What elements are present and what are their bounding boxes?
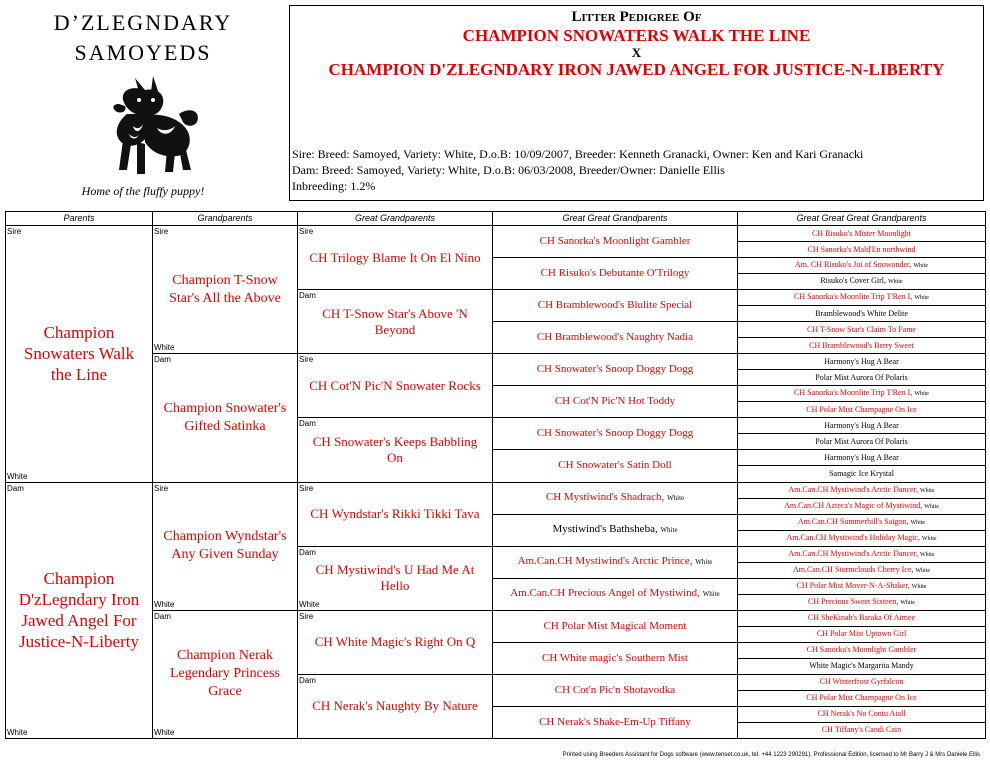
animal-name: [791, 388, 932, 399]
animal-name: Champion Wyndstar's Any Given Sunday: [163, 529, 287, 563]
ggg-grandparent-cell: [737, 482, 986, 499]
animal-name: Champion Snowaters Walk the Line: [23, 323, 135, 385]
animal-name: [821, 421, 902, 431]
animal-colour: White: [911, 583, 927, 590]
great-grandparent-cell: [297, 610, 493, 675]
gg-grandparent-cell: [492, 289, 738, 322]
samoyed-dog-icon: [83, 70, 203, 182]
dam-label: Dam: [7, 483, 24, 493]
ggg-grandparent-cell: [737, 594, 986, 611]
animal-name: [781, 501, 942, 512]
animal-name: CH Snowater's Keeps Babbling On: [312, 433, 478, 465]
gg-grandparent-cell: [492, 353, 738, 386]
animal-name: [804, 325, 919, 335]
animal-name: [805, 613, 918, 623]
ggg-grandparent-cell: [737, 530, 986, 547]
ggg-grandparent-cell: [737, 498, 986, 515]
kennel-name-line1: D’ZLEGNDARY: [53, 10, 233, 35]
animal-name: [536, 235, 695, 248]
animal-name-text: CH T-Snow Star's Claim To Fame: [807, 324, 916, 334]
ggg-grandparent-cell: [737, 417, 986, 434]
dam-label: Dam: [299, 419, 316, 429]
animal-name-text: CH Nerak's Shake-Em-Up Tiffany: [539, 715, 691, 728]
animal-name-text: Harmony's Hug A Bear: [824, 452, 899, 462]
animal-colour: White: [667, 494, 685, 503]
gg-grandparent-cell: [492, 642, 738, 675]
animal-name-text: CH Risuko's Debutante O'Trilogy: [540, 267, 690, 280]
animal-colour: White: [660, 526, 678, 535]
ggg-grandparent-cell: [737, 658, 986, 675]
column-header: Great Great Grandparents: [492, 211, 738, 226]
animal-colour: White: [919, 551, 935, 558]
gg-grandparent-cell: [492, 578, 738, 611]
ggg-grandparent-cell: [737, 449, 986, 466]
animal-name: [542, 491, 688, 505]
sire-label: Sire: [7, 227, 22, 236]
grandparent-cell: [152, 482, 298, 611]
dam-info: Dam: Breed: Samoyed, Variety: White, D.o.B: 06/03/2008, Breeder/Owner: Danielle Ellis: [292, 163, 725, 177]
animal-name-text: CH Bramblewood's Naughty Nadia: [536, 331, 694, 344]
gg-grandparent-cell: [492, 482, 738, 515]
animal-name: [785, 549, 937, 560]
colour-label: White: [7, 728, 28, 737]
animal-name: Champion Snowater's Gifted Satinka: [163, 400, 287, 434]
animal-name: [817, 276, 905, 287]
animal-name-text: CH Polar Mist Mover-N-A-Shaker,: [796, 580, 910, 590]
dam-label: Dam: [299, 547, 316, 557]
pedigree-table: [5, 211, 985, 739]
animal-colour: White: [913, 263, 929, 270]
parent-cell: [5, 225, 153, 483]
ggg-grandparent-cell: [737, 706, 986, 723]
animal-name: [791, 292, 932, 303]
gg-grandparent-cell: [492, 417, 738, 450]
animal-name-text: CH White magic's Southern Mist: [542, 651, 688, 664]
colour-label: White: [7, 471, 28, 481]
animal-name-text: CH Snowater's Satin Doll: [558, 459, 672, 472]
animal-name: [803, 405, 919, 415]
animal-name-text: CH Sanorka's Mald'En northwind: [807, 244, 916, 254]
great-grandparent-cell: [297, 289, 493, 354]
ggg-grandparent-cell: [737, 257, 986, 274]
parent-cell: [5, 482, 153, 740]
animal-name: [790, 565, 933, 576]
dam-label: Dam: [154, 355, 171, 365]
animal-name-text: Am.Can.CH Mystiwind's Arctic Dancer,: [788, 484, 918, 494]
animal-name: [803, 693, 919, 703]
great-grandparent-cell: [297, 546, 493, 611]
animal-name-text: CH Cot'N Pic'N Hot Toddy: [554, 395, 676, 408]
kennel-name-line2: SAMOYEDS: [74, 40, 212, 65]
great-grandparent-cell: [297, 417, 493, 482]
ggg-grandparent-cell: [737, 369, 986, 386]
animal-name: [534, 299, 696, 312]
animal-name-text: CH Polar Mist Magical Moment: [543, 619, 687, 632]
ggg-grandparent-cell: [737, 626, 986, 643]
animal-name: [821, 453, 902, 463]
animal-name-text: CH Bramblewood's Blulite Special: [537, 299, 693, 312]
footer-credit: Printed using Breeders Assistant for Dogs software (www.tenset.co.uk, tel. +44 1223 290291). Professional Edition, licensed to Mr Barry J & Mrs Daniele Ellis: [562, 752, 980, 758]
animal-name: [537, 267, 694, 280]
animal-name: [804, 645, 920, 655]
animal-name: [551, 395, 679, 408]
animal-name: CH Wyndstar's Rikki Tikki Tava: [310, 506, 480, 522]
animal-name-text: Mystiwind's Bathsheba,: [552, 523, 658, 536]
gg-grandparent-cell: [492, 385, 738, 418]
gg-grandparent-cell: [492, 257, 738, 290]
sire-label: Sire: [154, 227, 169, 236]
sire-label: Sire: [299, 355, 314, 365]
animal-name-text: Bramblewood's White Delite: [815, 308, 908, 318]
colour-label: White: [299, 599, 320, 609]
ggg-grandparent-cell: [737, 642, 986, 659]
ggg-grandparent-cell: [737, 674, 986, 691]
animal-name-text: CH Nerak's No Contu Atall: [817, 709, 906, 719]
animal-name: [535, 716, 695, 729]
grandparent-cell: [152, 225, 298, 354]
animal-name: [514, 555, 717, 569]
animal-name: [794, 581, 930, 592]
dam-label: Dam: [299, 675, 316, 685]
animal-name-text: CH Sanorka's Moonlite Trip T'Ren I,: [794, 388, 913, 398]
animal-name: [533, 331, 697, 344]
animal-name-text: Polar Mist Aurora Of Polaris: [815, 372, 908, 382]
gg-grandparent-cell: [492, 225, 738, 258]
column-header: Great Great Great Grandparents: [737, 211, 986, 226]
ggg-grandparent-cell: [737, 225, 986, 242]
animal-colour: White: [888, 279, 903, 286]
animal-colour: White: [702, 590, 720, 599]
great-grandparent-cell: [297, 353, 493, 418]
gg-grandparent-cell: [492, 610, 738, 643]
animal-name-text: CH Sanorka's Moonlite Trip T'Ren I,: [794, 292, 913, 302]
animal-name: CH T-Snow Star's Above 'N Beyond: [322, 305, 468, 337]
litter-info: [292, 146, 863, 194]
animal-name: [540, 620, 691, 633]
animal-name-text: Harmony's Hug A Bear: [824, 356, 899, 366]
ggg-grandparent-cell: [737, 385, 986, 402]
grandparent-cell: [152, 610, 298, 739]
animal-name-text: CH Sanorka's Moonlight Gambler: [539, 235, 691, 248]
animal-name: [783, 533, 939, 544]
ggg-grandparent-cell: [737, 610, 986, 627]
animal-name-text: Am.Can.CH Mystiwind's Arctic Prince,: [517, 555, 693, 568]
animal-name: CH Trilogy Blame It On El Nino: [309, 249, 481, 265]
animal-name: [792, 260, 931, 271]
ggg-grandparent-cell: [737, 514, 986, 531]
litter-dam-name: CHAMPION D'ZLEGNDARY IRON JAWED ANGEL FOR JUSTICE-N-LIBERTY: [328, 60, 945, 79]
animal-name: [533, 363, 698, 376]
animal-name-text: CH Sanorka's Moonlight Gambler: [806, 645, 917, 655]
ggg-grandparent-cell: [737, 465, 986, 482]
dam-label: Dam: [299, 291, 316, 301]
great-grandparent-cell: [297, 674, 493, 739]
ggg-grandparent-cell: [737, 241, 986, 258]
litter-title: Litter Pedigree Of: [571, 9, 702, 25]
animal-name-text: CH Polar Mist Champagne On Ice: [806, 404, 917, 414]
animal-name-text: CH Polar Mist Champagne On Ice: [806, 693, 917, 703]
animal-name: Champion D'zLegndary Iron Jawed Angel For Justice-N-Liberty: [18, 569, 140, 652]
animal-name-text: CH SheKinah's Baraka Of Aimee: [807, 613, 916, 623]
column-header: Great Grandparents: [297, 211, 493, 226]
ggg-grandparent-cell: [737, 337, 986, 354]
animal-name-text: Polar Mist Aurora Of Polaris: [815, 436, 908, 446]
ggg-grandparent-cell: [737, 562, 986, 579]
animal-name-text: Risuko's Cover Girl,: [820, 276, 886, 286]
animal-name: [533, 427, 698, 440]
gg-grandparent-cell: [492, 706, 738, 739]
animal-colour: White: [910, 519, 926, 526]
animal-name: Champion T-Snow Star's All the Above: [169, 272, 281, 306]
animal-name: [819, 725, 904, 735]
colour-label: White: [154, 343, 175, 353]
animal-name: [809, 229, 914, 239]
animal-name: [805, 597, 918, 608]
animal-name: [538, 652, 692, 665]
great-grandparent-cell: [297, 225, 493, 290]
animal-name: [554, 459, 676, 472]
animal-name: CH White Magic's Right On Q: [314, 634, 476, 650]
gg-grandparent-cell: [492, 514, 738, 547]
animal-name-text: Am. CH Risuko's Joi of Snowonder,: [794, 260, 912, 270]
animal-colour: White: [921, 535, 937, 542]
litter-header: [289, 5, 984, 201]
animal-name: [812, 437, 910, 447]
gg-grandparent-cell: [492, 449, 738, 482]
animal-name-text: Harmony's Hug A Bear: [824, 420, 899, 430]
animal-name-text: Am.Can.CH Stormclouds Cherry Ice,: [792, 564, 914, 574]
animal-name: [814, 709, 908, 719]
ggg-grandparent-cell: [737, 690, 986, 707]
animal-name: [785, 485, 937, 496]
ggg-grandparent-cell: [737, 321, 986, 338]
animal-name: [817, 677, 907, 687]
animal-name: CH Nerak's Naughty By Nature: [312, 698, 478, 714]
animal-name-text: CH Snowater's Snoop Doggy Dogg: [536, 427, 694, 440]
column-header: Grandparents: [152, 211, 298, 226]
ggg-grandparent-cell: [737, 433, 986, 450]
animal-name: [812, 309, 911, 319]
animal-name: [506, 587, 724, 601]
ggg-grandparent-cell: [737, 578, 986, 595]
animal-name: [551, 684, 679, 697]
animal-name: [826, 469, 897, 479]
ggg-grandparent-cell: [737, 401, 986, 418]
animal-colour: White: [915, 567, 931, 574]
animal-name: [821, 357, 902, 367]
ggg-grandparent-cell: [737, 353, 986, 370]
animal-colour: White: [914, 295, 929, 302]
dam-label: Dam: [154, 611, 171, 621]
animal-colour: White: [919, 487, 935, 494]
sire-info: Sire: Breed: Samoyed, Variety: White, D.o.B: 10/09/2007, Breeder: Kenneth Granacki, Owner: Ken and Kari Granacki: [292, 147, 864, 161]
animal-name-text: Am.Can.CH Azteca's Magic of Mystiwind,: [784, 500, 923, 510]
ggg-grandparent-cell: [737, 722, 986, 739]
sire-label: Sire: [154, 483, 169, 493]
animal-name-text: CH Tiffany's Candi Cain: [821, 725, 902, 735]
animal-name: [548, 523, 681, 537]
colour-label: White: [154, 728, 175, 737]
kennel-motto: Home of the fluffy puppy!: [81, 184, 205, 198]
inbreeding-coefficient: Inbreeding: 1.2%: [292, 179, 376, 193]
animal-name: [806, 341, 917, 351]
ggg-grandparent-cell: [737, 546, 986, 563]
great-grandparent-cell: [297, 482, 493, 547]
litter-cross: X: [631, 45, 642, 60]
animal-colour: White: [924, 503, 939, 510]
animal-name-text: CH Mystiwind's Shadrach,: [545, 491, 665, 504]
animal-name: [795, 517, 928, 528]
colour-label: White: [154, 599, 175, 609]
sire-label: Sire: [299, 227, 314, 236]
animal-name-text: CH Winterfrost Gyrfalcon: [819, 677, 904, 687]
animal-name-text: White Magic's Margarita Mandy: [809, 661, 914, 671]
animal-name-text: Am.Can.CH Mystiwind's Arctic Dancer,: [788, 548, 918, 558]
gg-grandparent-cell: [492, 674, 738, 707]
animal-name: [805, 245, 919, 255]
ggg-grandparent-cell: [737, 305, 986, 322]
animal-name-text: CH Risuko's Mister Moonlight: [811, 228, 911, 238]
animal-name-text: CH Snowater's Snoop Doggy Dogg: [536, 363, 694, 376]
sire-label: Sire: [299, 483, 314, 493]
animal-name-text: CH Precious Sweet Sixteen,: [808, 596, 899, 606]
animal-name: [814, 629, 909, 639]
ggg-grandparent-cell: [737, 273, 986, 290]
kennel-logo: [8, 6, 278, 202]
column-header: Parents: [5, 211, 153, 226]
animal-name: CH Mystiwind's U Had Me At Hello: [315, 562, 475, 594]
animal-name-text: Samagic Ice Krystal: [829, 468, 894, 478]
animal-name-text: Am.Can.CH Precious Angel of Mystiwind,: [510, 587, 700, 600]
animal-name: [806, 661, 917, 671]
animal-name-text: Am.Can.CH Summerhill's Saigon,: [797, 516, 909, 526]
animal-name-text: Am.Can.CH Mystiwind's Holiday Magic,: [786, 532, 920, 542]
gg-grandparent-cell: [492, 546, 738, 579]
animal-name-text: CH Cot'n Pic'n Shotavodka: [554, 683, 676, 696]
animal-name-text: CH Bramblewood's Berry Sweet: [809, 340, 914, 350]
sire-label: Sire: [299, 611, 314, 621]
animal-name: CH Cot'N Pic'N Snowater Rocks: [309, 377, 481, 393]
ggg-grandparent-cell: [737, 289, 986, 306]
animal-colour: White: [914, 391, 929, 398]
litter-sire-name: CHAMPION SNOWATERS WALK THE LINE: [462, 26, 811, 45]
animal-name: [812, 373, 910, 383]
animal-colour: White: [695, 558, 713, 567]
grandparent-cell: [152, 353, 298, 482]
animal-colour: White: [900, 599, 915, 606]
animal-name-text: CH Polar Mist Uptown Girl: [816, 629, 907, 639]
gg-grandparent-cell: [492, 321, 738, 354]
animal-name: Champion Nerak Legendary Princess Grace: [169, 648, 281, 700]
